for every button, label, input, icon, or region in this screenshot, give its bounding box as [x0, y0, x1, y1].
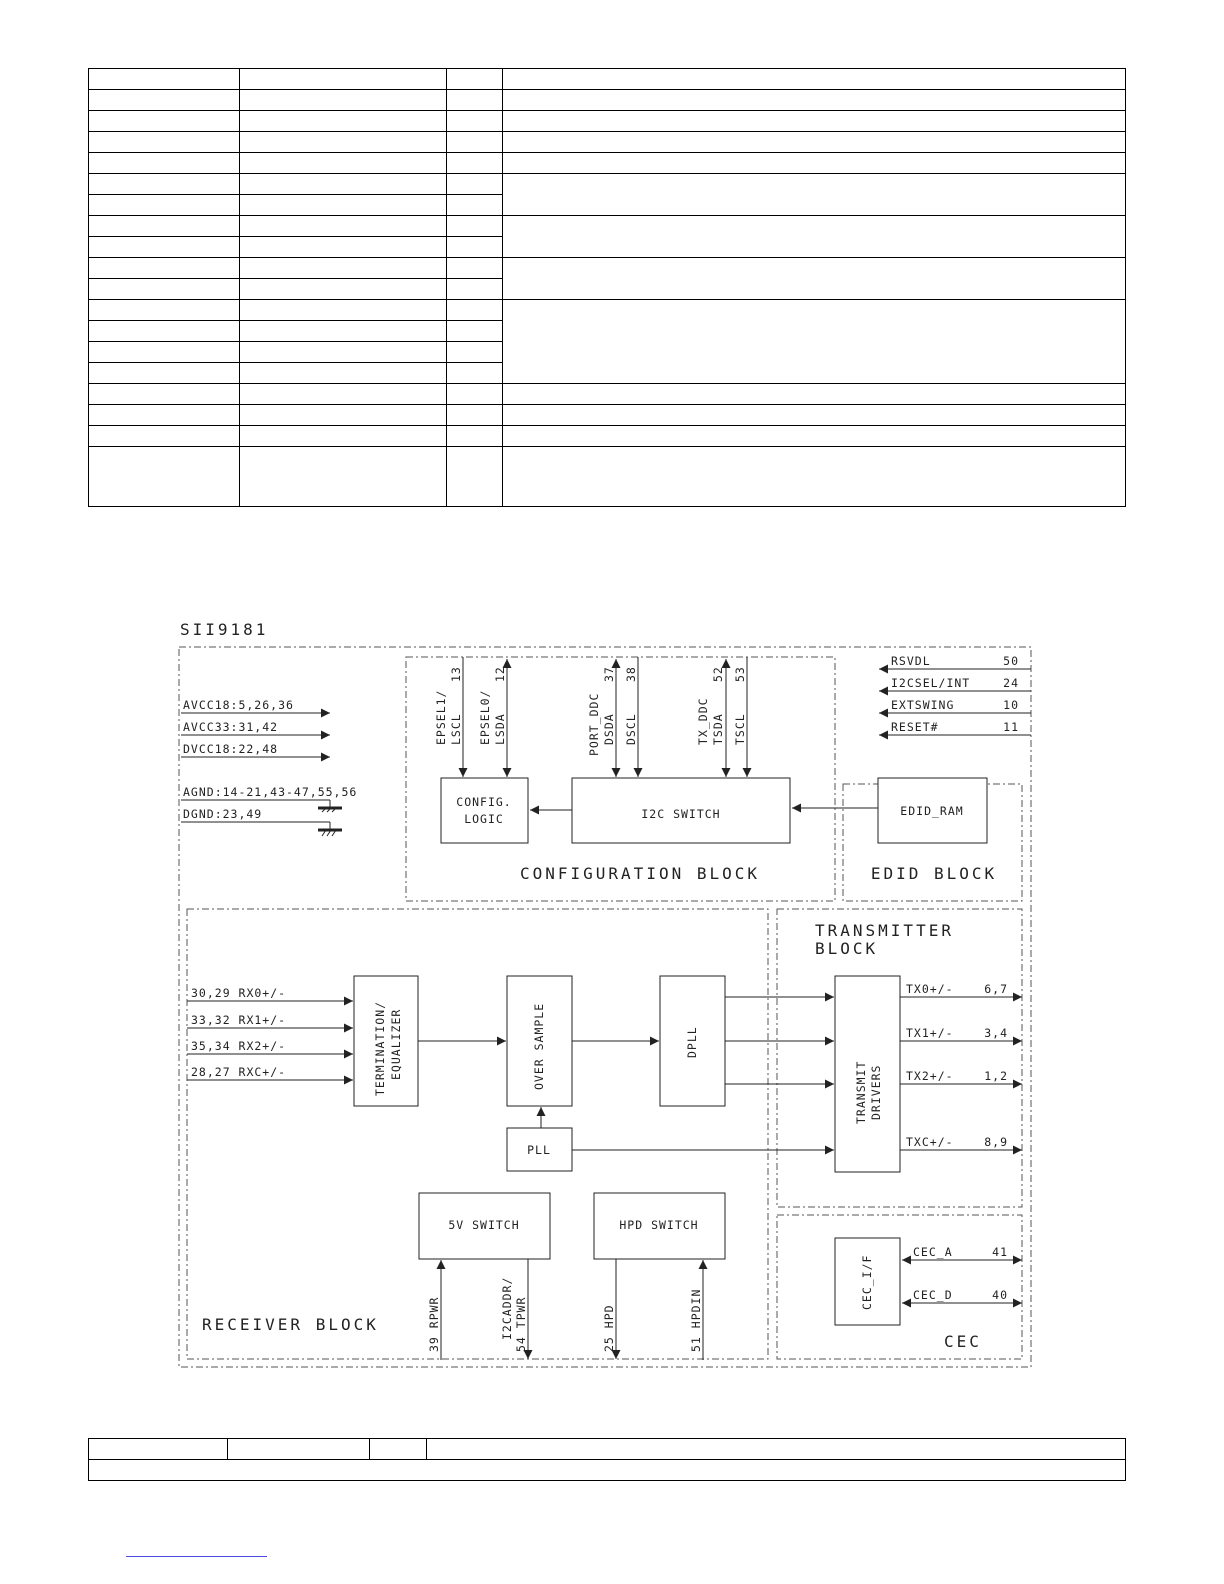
- tx-ddc-label-1: TX_DDC: [696, 697, 710, 745]
- rx1-label: 33,32 RX1+/-: [191, 1013, 287, 1027]
- pll-label: PLL: [527, 1143, 551, 1157]
- tx2-label: TX2+/-: [906, 1069, 954, 1083]
- edid-block-title: EDID BLOCK: [870, 864, 998, 883]
- tx-ddc-label-2: TSDA: [711, 713, 725, 745]
- tx1-label: TX1+/-: [906, 1026, 954, 1040]
- i2c-switch-label: I2C SWITCH: [641, 807, 721, 821]
- reset-pin: 11: [1003, 720, 1019, 734]
- i2caddr-label-1: I2CADDR/: [500, 1276, 514, 1340]
- dpll-label: DPLL: [685, 1026, 699, 1058]
- tx1-pins: 3,4: [984, 1026, 1008, 1040]
- rpwr-label: 39 RPWR: [427, 1296, 441, 1352]
- dscl-pin: 38: [624, 666, 638, 682]
- epsel1-label-1: EPSEL1/: [434, 689, 448, 745]
- tx2-pins: 1,2: [984, 1069, 1008, 1083]
- cec-block-title: CEC: [944, 1332, 982, 1351]
- port-ddc-label-1: PORT_DDC: [587, 692, 601, 756]
- epsel1-label-2: LSCL: [449, 713, 463, 745]
- rx0-label: 30,29 RX0+/-: [191, 986, 287, 1000]
- txc-label: TXC+/-: [906, 1135, 954, 1149]
- config-logic-label-2: LOGIC: [464, 812, 504, 826]
- hpd-label: 25 HPD: [602, 1304, 616, 1352]
- termination-label-1: TERMINATION/: [373, 1000, 387, 1096]
- dscl-label: DSCL: [624, 713, 638, 745]
- rsvdl-label: RSVDL: [891, 654, 931, 668]
- transmit-drivers-label-1: TRANSMIT: [854, 1060, 868, 1124]
- dvcc18-label: DVCC18:22,48: [183, 742, 279, 756]
- config-logic-label-1: CONFIG.: [456, 795, 512, 809]
- tscl-label: TSCL: [733, 713, 747, 745]
- dgnd-label: DGND:23,49: [183, 807, 263, 821]
- termination-label-2: EQUALIZER: [389, 1008, 403, 1080]
- transmitter-title-1: TRANSMITTER: [815, 921, 954, 940]
- tx0-pins: 6,7: [984, 982, 1008, 996]
- agnd-label: AGND:14-21,43-47,55,56: [183, 785, 358, 799]
- hpd-switch-label: HPD SWITCH: [619, 1218, 699, 1232]
- extswing-label: EXTSWING: [891, 698, 955, 712]
- edid-ram-label: EDID_RAM: [900, 804, 964, 818]
- transmit-drivers-label-2: DRIVERS: [869, 1064, 883, 1120]
- tx-ddc-pin: 52: [711, 666, 725, 682]
- receiver-block-title: RECEIVER BLOCK: [202, 1315, 379, 1334]
- transmitter-block: [572, 909, 1022, 1207]
- epsel0-label-2: LSDA: [493, 713, 507, 745]
- hpdin-label: 51 HPDIN: [689, 1288, 703, 1352]
- over-sample-label: OVER SAMPLE: [532, 1002, 546, 1090]
- reset-label: RESET#: [891, 720, 939, 734]
- avcc18-label: AVCC18:5,26,36: [183, 698, 294, 712]
- epsel0-pin: 12: [493, 666, 507, 682]
- extswing-pin: 10: [1003, 698, 1019, 712]
- cec-d-pin: 40: [992, 1288, 1008, 1302]
- i2csel-label: I2CSEL/INT: [891, 676, 971, 690]
- rx2-label: 35,34 RX2+/-: [191, 1039, 287, 1053]
- chip-name: SII9181: [180, 620, 269, 639]
- transmitter-title-2: BLOCK: [815, 939, 879, 958]
- epsel0-label-1: EPSEL0/: [478, 689, 492, 745]
- tscl-pin: 53: [733, 666, 747, 682]
- five-v-switch-label: 5V SWITCH: [448, 1218, 520, 1232]
- epsel1-pin: 13: [449, 666, 463, 682]
- receiver-block: [187, 909, 768, 1360]
- configuration-block-title: CONFIGURATION BLOCK: [519, 864, 761, 883]
- power-pins: [181, 698, 357, 836]
- port-ddc-label-2: DSDA: [602, 713, 616, 745]
- ground-icon: [318, 822, 342, 836]
- cec-a-pin: 41: [992, 1245, 1008, 1259]
- configuration-block: [406, 657, 835, 901]
- txc-pins: 8,9: [984, 1135, 1008, 1149]
- edid-block: [792, 778, 1022, 901]
- cec-d-label: CEC_D: [913, 1288, 953, 1302]
- cec-a-label: CEC_A: [913, 1245, 953, 1259]
- ground-icon: [318, 800, 342, 812]
- port-ddc-pin: 37: [602, 666, 616, 682]
- rxc-label: 28,27 RXC+/-: [191, 1065, 287, 1079]
- right-config-pins: [879, 654, 1031, 735]
- i2csel-pin: 24: [1003, 676, 1019, 690]
- config-logic-box: [441, 778, 528, 843]
- rsvdl-pin: 50: [1003, 654, 1019, 668]
- tx0-label: TX0+/-: [906, 982, 954, 996]
- i2caddr-label-2: 54 TPWR: [514, 1296, 528, 1352]
- avcc33-label: AVCC33:31,42: [183, 720, 279, 734]
- cec-if-label: CEC_I/F: [860, 1254, 874, 1310]
- cec-block: [777, 1215, 1022, 1359]
